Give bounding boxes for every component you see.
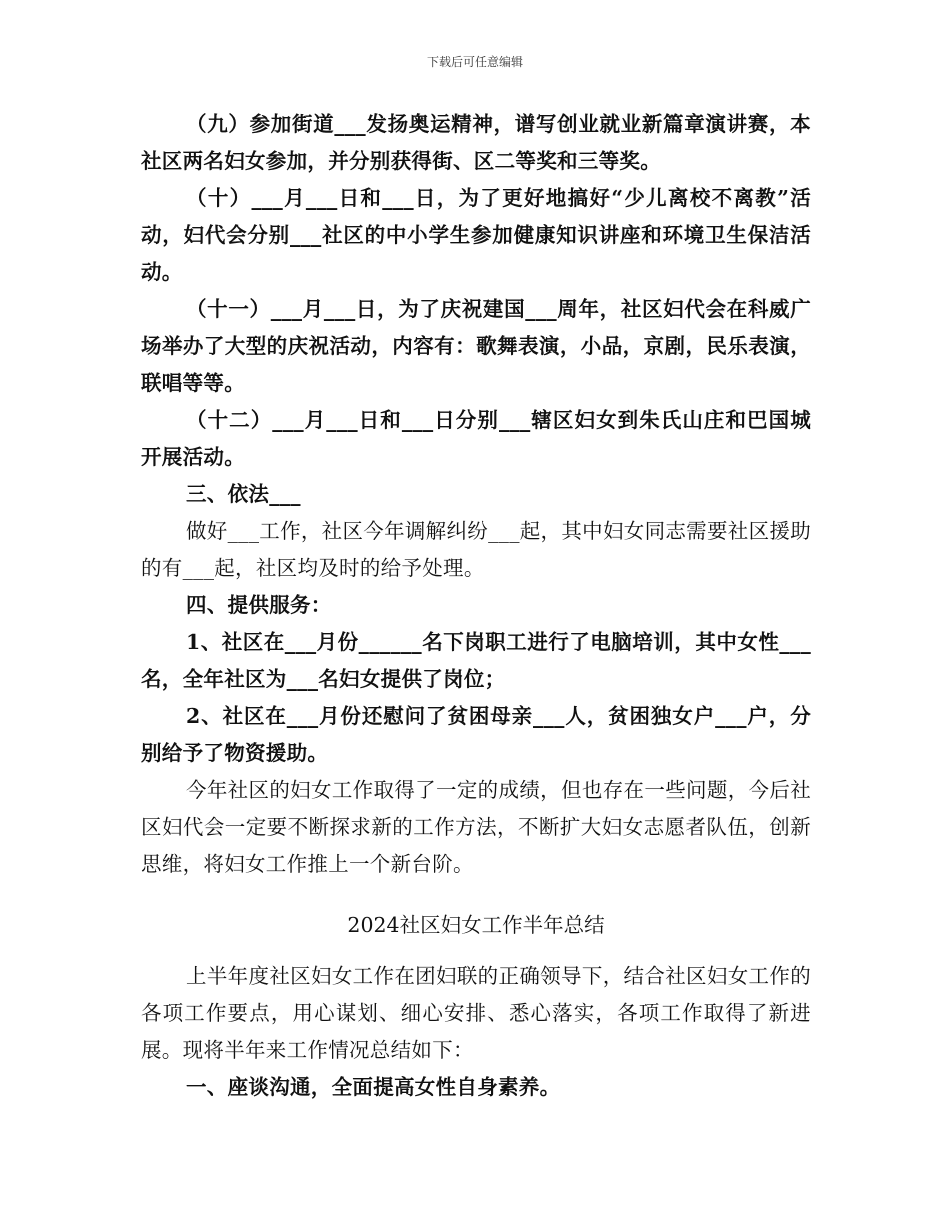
section-heading-services: 四、提供服务： xyxy=(186,593,332,617)
document-body xyxy=(141,106,811,1106)
section-heading-legal: 三、依法___ xyxy=(186,482,301,506)
paragraph-service-2: 2、社区在___月份还慰问了贫困母亲___人，贫困独女户___户，分别给予了物资援助。 xyxy=(141,704,811,765)
paragraph-legal-work: 做好___工作，社区今年调解纠纷___起，其中妇女同志需要社区援助的有___起，社区均及时的给予处理。 xyxy=(141,519,811,580)
paragraph-item-9: （九）参加街道___发扬奥运精神，谱写创业就业新篇章演讲赛，本社区两名妇女参加，并分别获得街、区二等奖和三等奖。 xyxy=(141,112,811,173)
paragraph-intro: 上半年度社区妇女工作在团妇联的正确领导下，结合社区妇女工作的各项工作要点，用心谋划、细心安排、悉心落实，各项工作取得了新进展。现将半年来工作情况总结如下： xyxy=(141,964,811,1062)
paragraph-item-10: （十）___月___日和___日，为了更好地搞好“少儿离校不离教”活动，妇代会分别___社区的中小学生参加健康知识讲座和环境卫生保洁活动。 xyxy=(141,186,811,284)
section-heading-discussion: 一、座谈沟通，全面提高女性自身素养。 xyxy=(186,1075,561,1099)
paragraph-item-12: （十二）___月___日和___日分别___辖区妇女到朱氏山庄和巴国城开展活动。 xyxy=(141,408,811,469)
paragraph-service-1: 1、社区在___月份______名下岗职工进行了电脑培训，其中女性___名，全年社区为___名妇女提供了岗位； xyxy=(141,630,811,691)
page-header: 下载后可任意编辑 xyxy=(426,55,523,69)
paragraph-conclusion: 今年社区的妇女工作取得了一定的成绩，但也存在一些问题，今后社区妇代会一定要不断探求新的工作方法，不断扩大妇女志愿者队伍，创新思维，将妇女工作推上一个新台阶。 xyxy=(141,778,811,876)
section-title: 2024社区妇女工作半年总结 xyxy=(347,913,605,937)
paragraph-item-11: （十一）___月___日，为了庆祝建国___周年，社区妇代会在科威广场举办了大型的庆祝活动，内容有：歌舞表演，小品，京剧，民乐表演，联唱等等。 xyxy=(141,297,811,395)
